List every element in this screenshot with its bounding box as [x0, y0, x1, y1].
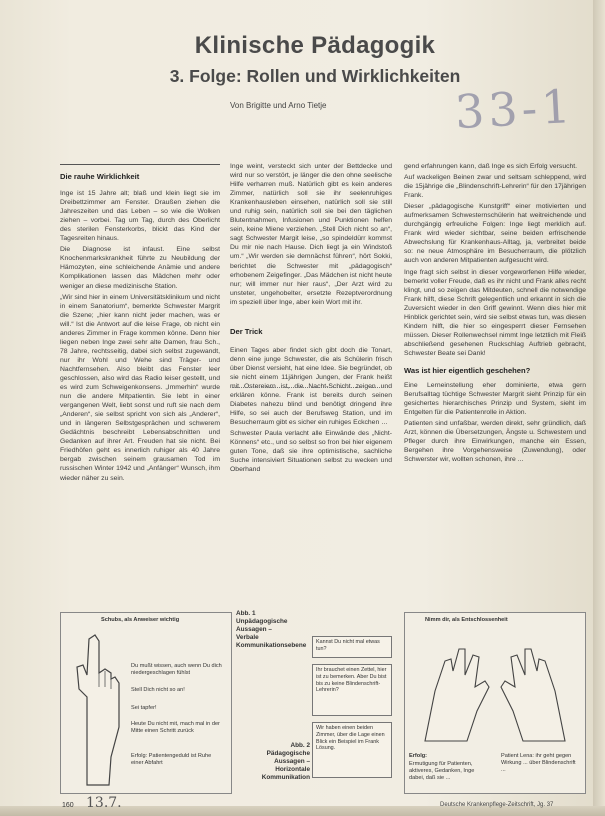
- section-rule: [60, 164, 220, 165]
- column-3: [404, 162, 586, 466]
- paragraph: Patienten sind unfaßbar, werden direkt, sehr gründlich, daß Arzt, können die Übersetzungen, Ängste u. Schwestern und Pfleger durch ihre Einwirkungen, manche ein Essen, Bergehen ihre Vorgehensweise (Zuwendung), oder Schwerster wir, wollten schonen, ihre ...: [404, 420, 586, 464]
- open-hands-icon: [415, 631, 575, 749]
- page-number: 160: [62, 802, 74, 809]
- paragraph: Einen Tages aber findet sich gibt doch die Tonart, denn eine junge Schwester, die als Schülerin frisch über Dienst versieht, hat eine Idee. Sie begründet, ob sie nicht einem 11jährigen Jungen, der Frank heißt mit Ostereiern ist, die Nacht-Schicht zeigen und erklären könne. Frank ist bereits durch seinen Diabetes nahezu blind und benötigt dringend ihre Hilfe, so sei auch der Berufsweg Station, und im Besucherraum gibt es sicher ein ruhiges Eckchen …: [230, 346, 392, 427]
- caption-line: Unpädagogische Aussagen –: [236, 618, 288, 633]
- caption-line: Verbale Kommunikationsebene: [236, 634, 307, 649]
- caption-label: Abb. 2: [290, 742, 310, 749]
- page-edge-right: [593, 0, 605, 816]
- paragraph: Inge ist 15 Jahre alt; blaß und klein liegt sie im Dreibettzimmer am Fenster. Draußen ziehen die Jahreszeiten und das Leben – so wie die Wolken ziehen – vorbei. Tag um Tag, durch des Oberlicht des sterilen Fensterkorbs, blickt das Kind der Tagesreiten hinaus.: [60, 190, 220, 243]
- figure-note: Sei tapfer!: [131, 705, 157, 711]
- paragraph: Auf wackeligen Beinen zwar und seltsam schleppend, wird die 15jährige die „Blindenschrift-Lehrerin“ für den 17jährigen Frank.: [404, 174, 586, 200]
- speech-bubble: Ihr brauchet einen Zettel, hier ist zu bemerken. Aber Du bist bis zu keine Blindenschrift-Lehrerin?: [312, 664, 392, 716]
- result-label: Erfolg:: [409, 753, 428, 759]
- speech-bubble: Wir haben einen beiden Zimmer, über die Lage einen Blick ein Beispiel im Frank Lösung.: [312, 722, 392, 778]
- section-heading: Die rauhe Wirklichkeit: [60, 172, 140, 181]
- figure-note: Heute Du nicht mit, mach mal in der Mitte einen Schritt zurück: [131, 721, 220, 734]
- caption-label: Abb. 1: [236, 610, 256, 617]
- speech-bubble: Kannst Du nicht mal etwas tun?: [312, 636, 392, 658]
- figure-note: Patient Lena: ihr geht gegen Wirkung ... über Blindenschrift ...: [501, 753, 576, 773]
- article-title: Klinische Pädagogik: [194, 32, 436, 59]
- article-authors: Von Brigitte und Arno Tietje: [230, 101, 327, 110]
- figure-note: Du mußt wissen, auch wenn Du dich niedergeschlagen fühlst: [131, 663, 222, 676]
- column-1: [60, 172, 220, 485]
- figure-note: Stell Dich nicht so an!: [131, 687, 185, 693]
- figure-title: Schubs, als Anweiser wichtig: [101, 617, 180, 623]
- article-subtitle: 3. Folge: Rollen und Wirklichkeiten: [169, 66, 461, 86]
- result-text: Ermutigung für Patienten, aktiveres, Gedanken, Inge dabei, daß sie ...: [409, 761, 475, 781]
- journal-footer: Deutsche Krankenpflege-Zeitschrift, Jg. 37: [440, 802, 554, 808]
- paragraph: Schwester Paula verlacht alle Einwände des „Nicht-Könnens“ etc., und so selbst so fron bei hier eigenem guten Tone, daß sie ihre optimistische, sachliche Suche intensiviert Situationen selbst zu wecken und Oberhand: [230, 430, 392, 474]
- paragraph: Inge weint, versteckt sich unter der Bettdecke und wird nur so verstört, je länger die den ohne seelische Hilfe verharren muß. Natürlich gibt es kein anderes Zimmer, natürlich soll sie ihr seelenruhiges Krankenhausleben einsehen, natürlich soll sie still und ruhig sein, natürlich soll sie bei den täglichen Blutentnahmen, Infusionen und Punktionen helfen sein, keine Miene verziehen. „Stell Dich nicht so an“, sagt Schwester Margit leise, „so spindeldürr kommst Du mir nie nach Hause. Dich liegt ja ein Windstoß um.“ „Wir werden sie demnächst führen“, hört Sokki, berichtet die Schwester mit „pädagogisch“ erhobenem Zeigefinger. „Das Mädchen ist nicht heute nur; will immer nur hier raus“, „Der Arzt wird zu unsteter, ungehobelter, ersetzte Rezeptverordnung im speziell über Inge, aber kein Wort mit ihr.: [230, 163, 392, 306]
- paragraph: „Wir sind hier in einem Universitätsklinikum und nicht in einem Sanatorium“, bemerkte Schwester Margrit die Szene; „hier kann nicht jeder machen, was er will.“ Ist die Antwort auf die leise Frage, ob nicht ein anderes Zimmer in Frage kommen könne. Denn hier liegen neben Inge zwei sehr alte Damen, frau Sch., 78 Jahre, rechtsseitig, dabei sich selbst zugewandt, nur ihr Wohl und Wehe sind Träger- und Nachtfernsehen. Also bleibt das Fenster leer geschlossen, also wird das Radio leiser gestellt, und es wird zum Schweigenkonsens. „Immerhin“ wurde nun die andere Mitpatientin. Sie lebt in einer vergangenen Welt, liebt sonst und ruft sie nach dem „Anderen“, sie selbst spricht von sich als „Anderer“, und in längeren Selbstgesprächen und schwerem Gedächtnis beschreibt Lebensabschnitten und Gedanken auf ihrer Art. Freuden hat sie nicht. Bei Friedhöfen geht es innerlich ruhiger als 40 Jahre bergab zwischen seinem grausamen Tod im russischen Winter 1942 und „Anfänger“ Wunsch, ihm wieder näher zu sein.: [60, 293, 220, 482]
- caption-line: Horizontale Kommunikation: [261, 766, 310, 781]
- pointing-hand-icon: [65, 627, 125, 787]
- figure-note: Erfolg: Patientengeduld ist Ruhe einer Abfahrt: [131, 753, 212, 766]
- figure-1-caption: [236, 610, 306, 650]
- figure-2-box: [404, 612, 586, 794]
- section-heading: Der Trick: [230, 326, 263, 336]
- paragraph: Die Diagnose ist infaust. Eine selbst Knochenmarkskrankheit führte zu Neubildung der Hämozyten, eine schleichende Anämie und andere Komplikationen lassen das Mädchen mehr oder weniger an diese medizinische Station.: [60, 246, 220, 290]
- handwritten-annotation: 33-1: [453, 78, 576, 140]
- caption-line: Pädagogische Aussagen –: [266, 750, 310, 765]
- section-rule: [232, 387, 390, 388]
- figure-title: Nimm dir, als Entschlossenheit: [425, 617, 508, 623]
- figure-2-caption: [250, 742, 310, 782]
- section-heading: Was ist hier eigentlich geschehen?: [404, 365, 531, 375]
- figure-1: [60, 612, 232, 794]
- column-2: [230, 162, 392, 476]
- paragraph: gend erfahrungen kann, daß Inge es sich Erfolg versucht.: [404, 163, 578, 170]
- paragraph: Eine Lerneinstellung eher dominierte, etwa gern Berufsalltag tüchtige Schwester Margrit sieht Prinzip für ein gesichertes hierarchisches Prinzip und System, sieht im Entgelten für die Patientenrolle in Aktion.: [404, 382, 586, 417]
- handwritten-page-note: 13.7.: [86, 795, 122, 811]
- paragraph: Inge fragt sich selbst in dieser vorgeworfenen Hilfe wieder, bemerkt voller Freude, daß es ihr nicht und Frank alles recht klingt, und so zeigen das Mitdeuten, schnell die notwendige Frank hilft, diese Schrift gelegentlich und erkannt in sich die Zuversicht wieder in den Griff gewinnt. Wenn dies hier mit Hinblick gerichtet sein, wird sie selbst etwas tun, was diesen Kindern hilft, die hier so eingesperrt dieser Fernsehen müssen. Dieser Rollenwechsel nimmt Inge letztlich mit Fleiß abschließend gesehenen Ruckschlag Auftrieb gebracht, Schwester Beate sei Dank!: [404, 268, 586, 357]
- paragraph: Dieser „pädagogische Kunstgriff“ einer motivierten und aufmerksamen Schwesternschülerin hat weitreichende und durchgängig erfreuliche Folgen: Inge liegt merklich auf. Frank wird wieder sichtbar, seine beiden erfrischende Abwechslung für Krankenhaus-Alltag, ja, verbreitet beide so: ne neue Atmosphäre im Besucherraum, die plötzlich auch von anderen Mitpatienten aufgesucht wird.: [404, 203, 586, 265]
